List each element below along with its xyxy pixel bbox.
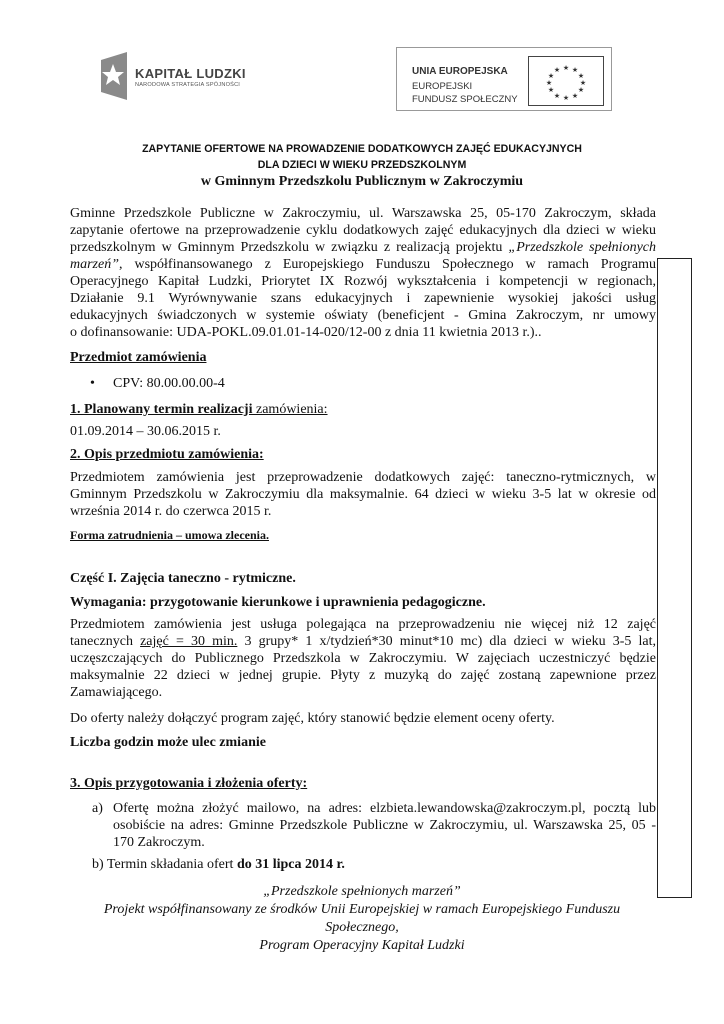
svg-text:★: ★ <box>547 86 555 94</box>
eu-logo-line2: EUROPEJSKI <box>412 81 473 92</box>
footer-line: Społecznego, <box>325 920 399 935</box>
svg-text:★: ★ <box>553 92 561 100</box>
hours-note: Liczba godzin może ulec zmianie <box>70 735 266 750</box>
part1-line: maksymalnie 22 dzieci w jednej grupie. Płyty z muzyką do zajęć zostaną zapewnione przez <box>70 668 656 683</box>
section2-line: Przedmiotem zamówienia jest przeprowadzenie dodatkowych zajęć: taneczno-rytmicznych, w <box>70 470 656 485</box>
offer-submission-line: 170 Zakroczym. <box>113 835 205 850</box>
eu-flag-icon <box>528 56 604 106</box>
intro-line: Działanie 9.1 Wyrównywanie szans edukacyjnych i zapewnienie wysokiej jakości usług <box>70 291 656 306</box>
eu-logo-line1: UNIA EUROPEJSKA <box>412 66 508 77</box>
section2-heading: 2. Opis przedmiotu zamówienia: <box>70 447 264 462</box>
intro-line: marzeń”, współfinansowanego z Europejskiego Funduszu Społecznego w ramach Programu <box>70 257 656 272</box>
offer-submission-line: Ofertę można złożyć mailowo, na adres: elzbieta.lewandowska@zakroczym.pl, pocztą lub <box>113 801 656 816</box>
section2-line: września 2014 r. do czerwca 2015 r. <box>70 504 272 519</box>
svg-text:★: ★ <box>571 92 579 100</box>
svg-text:★: ★ <box>577 72 585 80</box>
footer-line: Program Operacyjny Kapitał Ludzki <box>259 938 465 953</box>
list-marker-a: a) <box>92 801 103 816</box>
deadline: b) Termin składania ofert do 31 lipca 2014 r. <box>92 857 345 872</box>
realization-dates: 01.09.2014 – 30.06.2015 r. <box>70 424 221 439</box>
part1-line: tanecznych zajęć = 30 min. 3 grupy* 1 x/tydzień*30 minut*10 mc) dla dzieci w wieku 3-5 lat, <box>70 634 656 649</box>
section3-heading: 3. Opis przygotowania i złożenia oferty: <box>70 776 308 791</box>
section2-line: Gminnym Przedszkolu w Zakroczymiu dla maksymalnie. 64 dzieci w wieku 3-5 lat w okresie od <box>70 487 656 502</box>
footer-project-name: „Przedszkole spełnionych marzeń” <box>263 884 461 899</box>
employment-form: Forma zatrudnienia – umowa zlecenia. <box>70 528 269 542</box>
svg-text:★: ★ <box>562 94 570 102</box>
intro-line: o dofinansowanie: UDA-POKL.09.01.01-14-020/12-00 z dnia 11 kwietnia 2013 r.).. <box>70 325 542 340</box>
side-margin-box <box>657 258 692 898</box>
project-name-end: marzeń” <box>70 257 120 272</box>
section1-heading: 1. Planowany termin realizacji zamówienia: <box>70 402 328 417</box>
subject-heading: Przedmiot zamówienia <box>70 350 207 365</box>
session-length: zajęć = 30 min. <box>140 634 238 649</box>
svg-text:★: ★ <box>545 79 553 87</box>
footer-line: Projekt współfinansowany ze środków Unii Europejskiej w ramach Europejskiego Funduszu <box>103 902 621 917</box>
kapital-ludzki-logo-text: KAPITAŁ LUDZKI <box>135 66 246 81</box>
bullet-icon: • <box>90 376 95 391</box>
document-title-line1: ZAPYTANIE OFERTOWE NA PROWADZENIE DODATKOWYCH ZAJĘĆ EDUKACYJNYCH <box>142 143 582 155</box>
part1-heading: Część I. Zajęcia taneczno - rytmiczne. <box>70 571 296 586</box>
part1-line: uczęszczających do Publicznego Przedszkola w Zakroczymiu. W zajęciach uczestniczyć będzie <box>70 651 656 666</box>
kapital-ludzki-emblem-icon <box>97 50 133 102</box>
part1-line: Przedmiotem zamówienia jest usługa polegająca na przeprowadzeniu nie więcej niż 12 zajęć <box>70 617 656 632</box>
intro-line: przedszkolnym w Gminnym Przedszkolu w związku z realizacją projektu „Przedszkole spełnionych <box>70 240 656 255</box>
program-note: Do oferty należy dołączyć program zajęć, który stanowić będzie element oceny oferty. <box>70 711 555 726</box>
intro-line: edukacyjnych świadczonych w systemie oświaty (beneficjent - Gmina Zakroczym, nr umowy <box>70 308 656 323</box>
intro-line: Gminne Przedszkole Publiczne w Zakroczymiu, ul. Warszawska 25, 05-170 Zakroczym, składa <box>70 206 656 221</box>
svg-text:★: ★ <box>547 72 555 80</box>
offer-submission-line: osobiście na adres: Gminne Przedszkole Publiczne w Zakroczymiu, ul. Warszawska 25, 05 - <box>113 818 656 833</box>
svg-text:★: ★ <box>579 79 587 87</box>
svg-text:★: ★ <box>562 64 570 72</box>
document-title-line3: w Gminnym Przedszkolu Publicznym w Zakroczymiu <box>200 174 524 189</box>
eu-logo-line3: FUNDUSZ SPOŁECZNY <box>412 94 518 105</box>
svg-text:★: ★ <box>577 86 585 94</box>
requirements: Wymagania: przygotowanie kierunkowe i uprawnienia pedagogiczne. <box>70 595 486 610</box>
svg-text:★: ★ <box>571 66 579 74</box>
document-title-line2: DLA DZIECI W WIEKU PRZEDSZKOLNYM <box>257 159 467 171</box>
project-name: „Przedszkole spełnionych <box>508 240 656 255</box>
kapital-ludzki-logo-subtext: NARODOWA STRATEGIA SPÓJNOŚCI <box>135 82 241 88</box>
cpv-code: CPV: 80.00.00.00-4 <box>113 376 225 391</box>
intro-line: Operacyjnego Kapitał Ludzki, Priorytet IX Rozwój wykształcenia i kompetencji w regionach, <box>70 274 656 289</box>
svg-text:★: ★ <box>553 66 561 74</box>
part1-line: Zamawiającego. <box>70 685 163 700</box>
intro-line: zapytanie ofertowe na przeprowadzenie cyklu dodatkowych zajęć edukacyjnych dla dzieci w wieku <box>70 223 656 238</box>
